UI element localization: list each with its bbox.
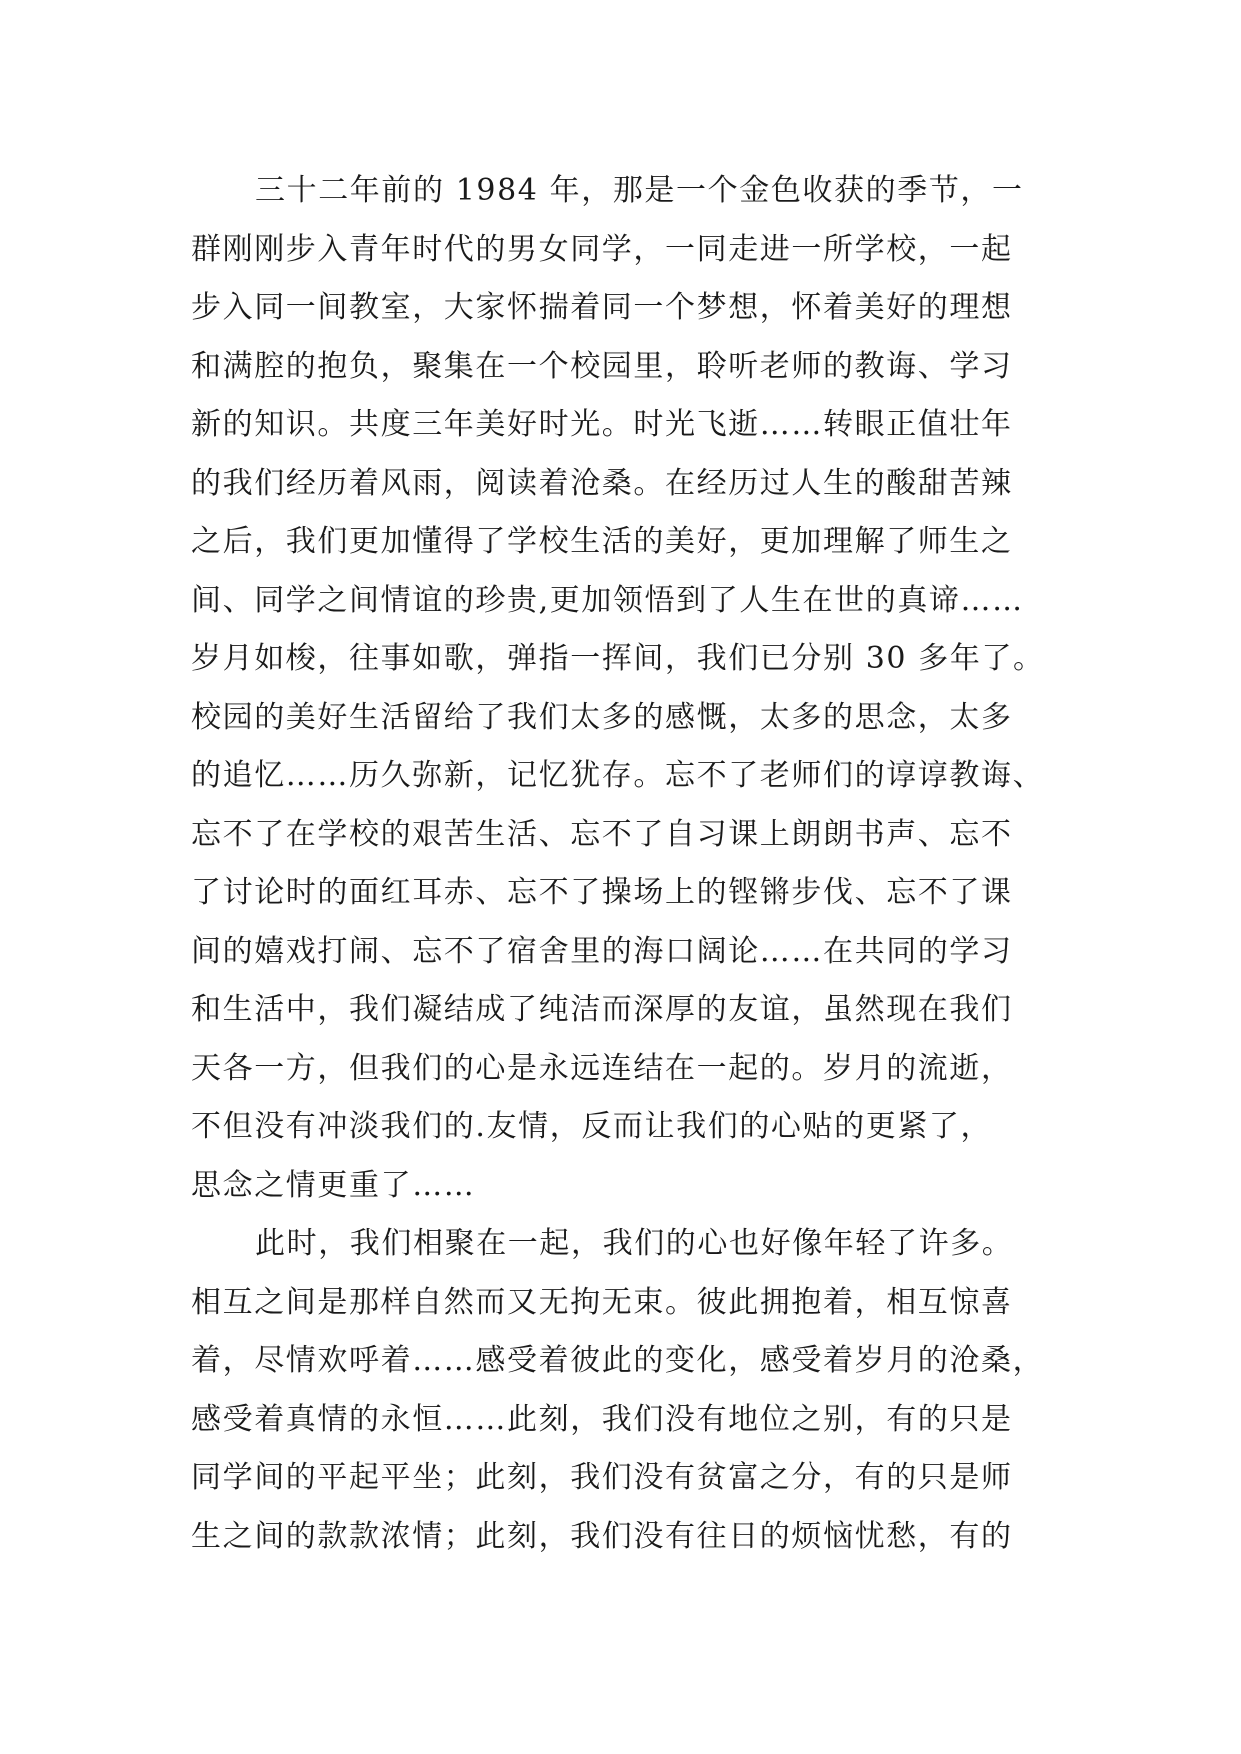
text-line: 之后，我们更加懂得了学校生活的美好，更加理解了师生之 <box>191 524 1013 559</box>
document-body <box>191 162 1071 1566</box>
text-line: 三十二年前的 1984 年，那是一个金色收获的季节，一 <box>255 173 1024 208</box>
text-line: 忘不了在学校的艰苦生活、忘不了自习课上朗朗书声、忘不 <box>191 816 1013 852</box>
text-line: 校园的美好生活留给了我们太多的感慨，太多的思念，太多 <box>191 699 1013 735</box>
text-line: 的我们经历着风雨，阅读着沧桑。在经历过人生的酸甜苦辣 <box>191 465 1013 501</box>
text-line: 同学间的平起平坐；此刻，我们没有贫富之分，有的只是师 <box>191 1460 1013 1495</box>
text-line: 了讨论时的面红耳赤、忘不了操场上的铿锵步伐、忘不了课 <box>191 875 1013 910</box>
text-line: 岁月如梭，往事如歌，弹指一挥间，我们已分别 30 多年了。 <box>191 641 1045 676</box>
paragraph-2 <box>191 1215 1071 1566</box>
text-line: 新的知识。共度三年美好时光。时光飞逝……转眼正值壮年 <box>191 407 1013 442</box>
text-line: 天各一方，但我们的心是永远连结在一起的。岁月的流逝， <box>191 1050 1013 1086</box>
text-line: 群刚刚步入青年时代的男女同学，一同走进一所学校，一起 <box>191 231 1013 267</box>
text-line: 和满腔的抱负，聚集在一个校园里，聆听老师的教诲、学习 <box>191 348 1013 384</box>
text-line: 感受着真情的永恒……此刻，我们没有地位之别，有的只是 <box>191 1401 1013 1437</box>
text-line: 不但没有冲淡我们的.友情，反而让我们的心贴的更紧了， <box>191 1109 993 1144</box>
text-line: 生之间的款款浓情；此刻，我们没有往日的烦恼忧愁，有的 <box>191 1518 1013 1554</box>
text-line: 间的嬉戏打闹、忘不了宿舍里的海口阔论……在共同的学习 <box>191 933 1013 969</box>
text-line: 的追忆……历久弥新，记忆犹存。忘不了老师们的谆谆教诲、 <box>191 758 1045 793</box>
text-line: 着，尽情欢呼着……感受着彼此的变化，感受着岁月的沧桑， <box>191 1343 1045 1378</box>
text-line: 和生活中，我们凝结成了纯洁而深厚的友谊，虽然现在我们 <box>191 992 1013 1027</box>
text-line: 间、同学之间情谊的珍贵,更加领悟到了人生在世的真谛…… <box>191 582 1024 618</box>
text-line: 此时，我们相聚在一起，我们的心也好像年轻了许多。 <box>255 1226 1014 1261</box>
text-line: 相互之间是那样自然而又无拘无束。彼此拥抱着，相互惊喜 <box>191 1284 1013 1320</box>
text-line: 思念之情更重了…… <box>191 1167 476 1203</box>
paragraph-1 <box>191 162 1071 1215</box>
text-line: 步入同一间教室，大家怀揣着同一个梦想，怀着美好的理想 <box>191 290 1013 325</box>
